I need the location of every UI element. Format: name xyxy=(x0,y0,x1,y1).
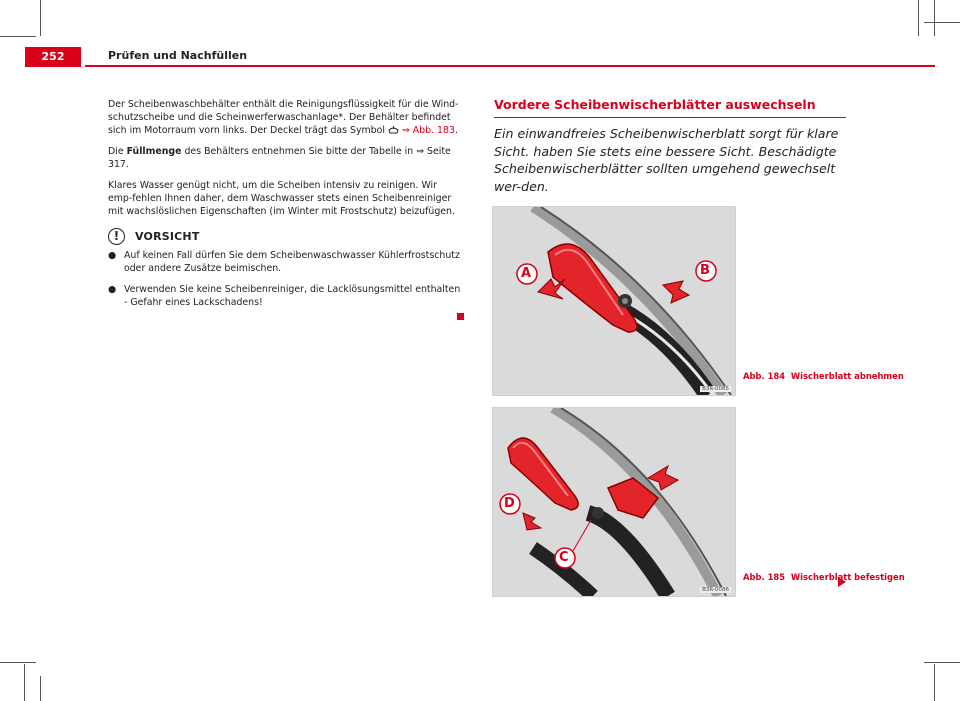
header-rule xyxy=(85,65,935,67)
crop-mark xyxy=(0,36,36,37)
crop-mark xyxy=(0,662,36,663)
wiper-remove-illustration xyxy=(493,207,735,395)
figure-wiper-attach xyxy=(492,407,736,597)
callout-b: B xyxy=(700,263,710,278)
continue-arrow-icon xyxy=(838,577,846,587)
figure-wiper-remove xyxy=(492,206,736,396)
figure-caption: Abb. 184 Wischerblatt abnehmen xyxy=(743,371,904,381)
page-section-title: Prüfen und Nachfüllen xyxy=(108,49,248,62)
washer-symbol-icon xyxy=(388,125,399,134)
crop-mark xyxy=(924,662,960,663)
callout-a: A xyxy=(521,266,532,281)
intro-text: Ein einwandfreies Scheibenwischerblatt sorgt für klare Sicht. haben Sie stets eine bessere Sicht. Beschädigte Scheibenwischerblätter sollten umgehend gewechselt wer-den. xyxy=(494,126,839,194)
crop-mark xyxy=(24,664,25,701)
warning-bullet: ● Auf keinen Fall dürfen Sie dem Scheibenwaschwasser Kühlerfrostschutz oder andere Zusätze beimischen. xyxy=(108,250,460,274)
wiper-attach-illustration xyxy=(493,408,735,596)
heading-rule xyxy=(494,117,846,118)
crop-mark xyxy=(934,664,935,701)
crop-mark xyxy=(934,0,935,36)
warning-label: VORSICHT xyxy=(135,230,200,243)
page-number: 252 xyxy=(25,47,81,67)
section-heading: Vordere Scheibenwischerblätter auswechseln xyxy=(494,97,816,112)
crop-mark xyxy=(40,0,41,36)
crop-mark xyxy=(924,22,960,23)
figure-code: B3R-0085 xyxy=(702,386,729,392)
capacity-term: Füllmenge xyxy=(126,146,182,157)
figure-caption: Abb. 185 Wischerblatt befestigen xyxy=(743,572,905,582)
callout-d: D xyxy=(504,496,515,511)
crop-mark xyxy=(918,0,919,36)
section-end-marker xyxy=(457,313,464,320)
paragraph-cleaner: Klares Wasser genügt nicht, um die Scheiben intensiv zu reinigen. Wir emp-fehlen Ihnen daher, dem Waschwasser stets einen Scheibenreiniger mit wachslöslichen Eigenschaften (im Winter mit Frostschutz) beizufügen. xyxy=(108,180,455,217)
crop-mark xyxy=(40,676,41,701)
paragraph-capacity: Die Füllmenge des Behälters entnehmen Sie bitte der Tabelle in ⇒ Seite 317. xyxy=(108,146,451,170)
left-column xyxy=(108,98,464,317)
warning-heading xyxy=(108,228,464,245)
callout-c: C xyxy=(559,550,569,565)
figure-code: B3R-0086 xyxy=(702,587,729,593)
figure-link-183[interactable]: ⇒ Abb. 183 xyxy=(401,125,455,136)
warning-bullet: ● Verwenden Sie keine Scheibenreiniger, die Lacklösungsmittel enthalten - Gefahr eines Lackschadens! xyxy=(108,284,461,308)
warning-icon: ! xyxy=(108,228,125,245)
paragraph-reservoir: Der Scheibenwaschbehälter enthält die Reinigungsflüssigkeit für die Wind-schutzscheibe und die Scheinwerferwaschanlage*. Der Behälter befindet sich im Motorraum vorn links. Der Deckel trägt das Symbol ⇒ Abb. 183. xyxy=(108,99,459,136)
